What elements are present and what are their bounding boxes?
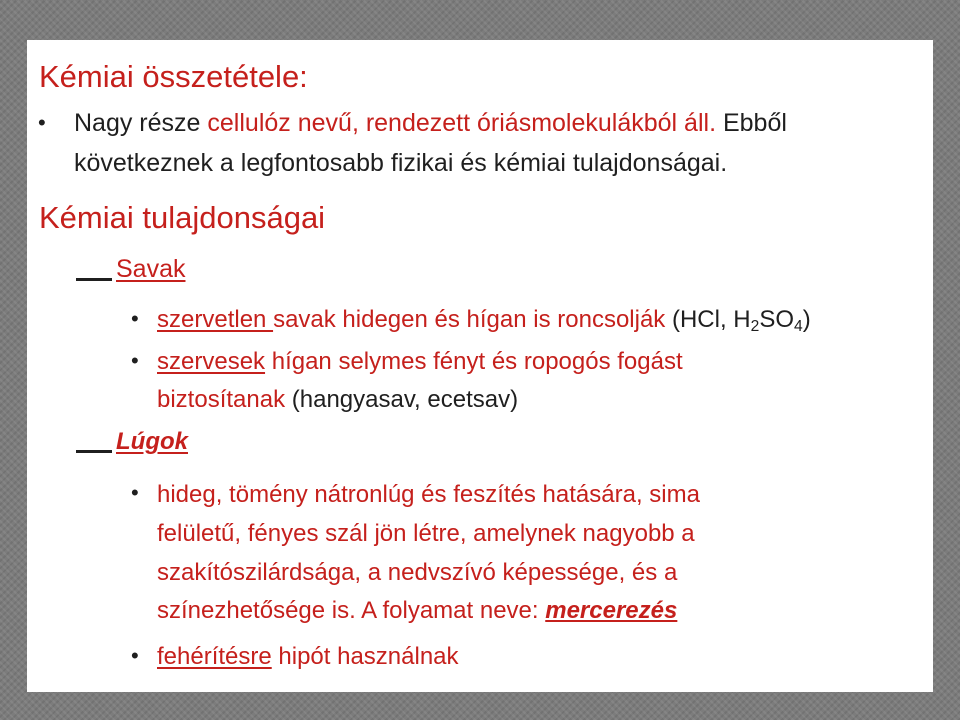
lugok-b2-text: hipót használnak xyxy=(271,643,459,670)
savak-b2-text: hígan selymes fényt és ropogós fogást xyxy=(271,348,683,375)
slide-content xyxy=(27,40,933,692)
savak-b1-text: savak hidegen és hígan is roncsolják xyxy=(273,306,666,333)
formula-part: (HCl, H xyxy=(671,306,751,333)
lugok-b1-line-1: hideg, tömény nátronlúg és feszítés hatására, sima xyxy=(157,481,700,508)
intro-line-2: következnek a legfontosabb fizikai és kémiai tulajdonságai. xyxy=(74,149,728,177)
intro-text-2: cellulóz nevű, rendezett óriásmolekulákból áll. xyxy=(207,109,717,137)
savak-b2-text-2: biztosítanak xyxy=(157,386,286,413)
lugok-bullet-2 xyxy=(157,645,459,669)
dash-marker xyxy=(76,450,112,453)
formula-sub: 4 xyxy=(794,317,803,335)
savak-label: Savak xyxy=(116,255,186,283)
savak-b2-organic: szervesek xyxy=(157,348,266,375)
bullet-dot: • xyxy=(131,348,139,373)
lugok-b1-line-4 xyxy=(157,599,677,623)
bullet-dot: • xyxy=(131,306,139,331)
lugok-b2-bleaching: fehérítésre xyxy=(157,643,272,670)
formula-sub: 2 xyxy=(750,317,760,335)
lugok-b1-text: színezhetősége is. A folyamat neve: xyxy=(157,597,546,624)
dash-marker xyxy=(76,278,112,281)
formula-part: SO xyxy=(759,306,795,333)
intro-text-3: Ebből xyxy=(722,109,787,137)
intro-line-1 xyxy=(74,111,787,136)
bullet-dot: • xyxy=(131,643,139,668)
heading-composition: Kémiai összetétele: xyxy=(39,59,308,94)
bullet-dot: • xyxy=(38,110,46,135)
intro-text-1: Nagy része xyxy=(74,109,201,137)
savak-bullet-2-line-1 xyxy=(157,350,683,374)
savak-b1-inorganic: szervetlen xyxy=(157,306,274,333)
savak-b2-examples: (hangyasav, ecetsav) xyxy=(291,386,519,413)
savak-bullet-2-line-2 xyxy=(157,388,518,412)
heading-properties: Kémiai tulajdonságai xyxy=(39,200,326,235)
lugok-b1-line-2: felületű, fényes szál jön létre, amelynek nagyobb a xyxy=(157,520,695,547)
process-name: mercerezés xyxy=(545,597,678,624)
bullet-dot: • xyxy=(131,480,139,505)
lugok-b1-line-3: szakítószilárdsága, a nedvszívó képessége, és a xyxy=(157,559,678,586)
lugok-label: Lúgok xyxy=(116,428,188,455)
formula-part: ) xyxy=(802,306,811,333)
savak-bullet-1 xyxy=(157,306,811,335)
